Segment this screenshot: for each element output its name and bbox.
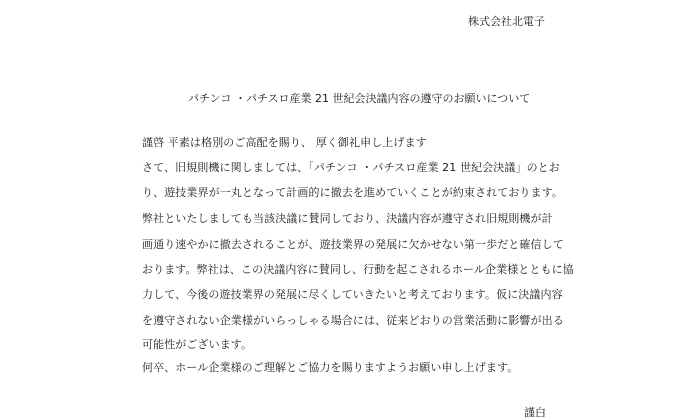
body-line: さて、旧規則機に関しましては、「パチンコ ・パチスロ産業 21 世紀会決議」のとお xyxy=(142,161,560,174)
document-title: パチンコ ・パチスロ産業 21 世紀会決議内容の遵守のお願いについて xyxy=(188,92,531,105)
body-line: 謹啓 平素は格別のご高配を賜り、 厚く御礼申し上げます xyxy=(142,136,427,149)
body-line: 力して、今後の遊技業界の発展に尽くしていきたいと考えております。仮に決議内容 xyxy=(142,288,563,301)
closing-phrase: 謹白 xyxy=(524,406,546,419)
body-line: 弊社といたしましても当該決議に賛同しており、決議内容が遵守され旧規則機が計 xyxy=(142,212,553,225)
body-line: 何卒、ホール企業様のご理解とご協力を賜りますようお願い申し上げます。 xyxy=(142,361,519,374)
company-name: 株式会社北電子 xyxy=(468,15,545,28)
body-line: り、遊技業界が一丸となって計画的に撤去を進めていくことが約束されております。 xyxy=(142,186,563,199)
body-line: を遵守されない企業様がいらっしゃる場合には、従来どおりの営業活動に影響が出る xyxy=(142,314,564,327)
body-line: おります。弊社は、この決議内容に賛同し、行動を起こされるホール企業様とともに協 xyxy=(142,263,574,276)
body-line: 可能性がございます。 xyxy=(142,338,253,351)
body-line: 画通り速やかに撤去されることが、遊技業界の発展に欠かせない第一歩だと確信して xyxy=(142,238,564,251)
